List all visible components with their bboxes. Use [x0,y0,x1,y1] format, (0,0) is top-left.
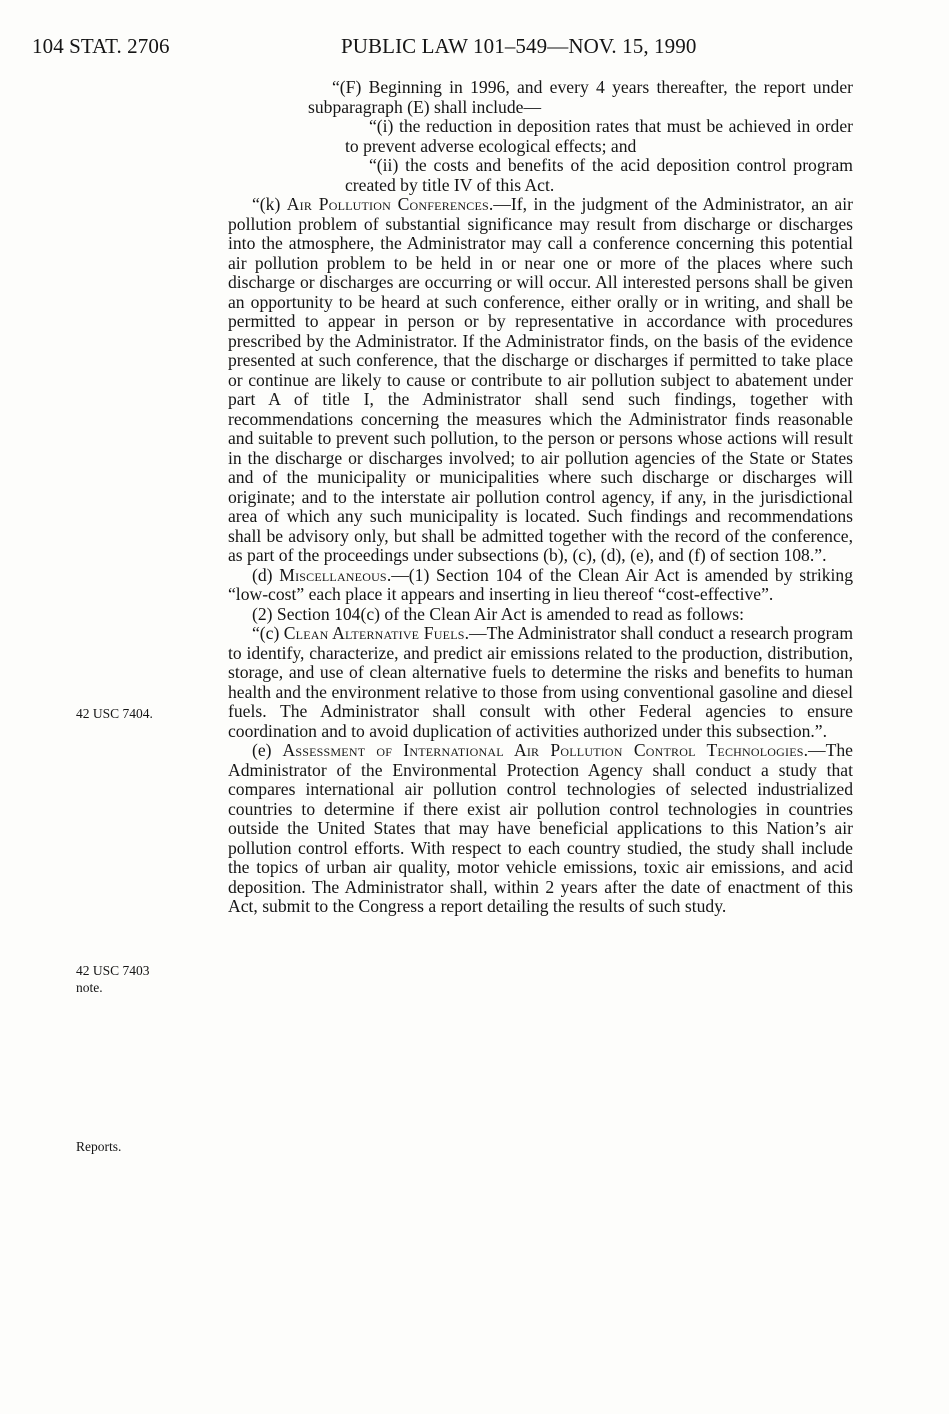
paragraph-c-heading: Clean Alternative Fuels [283,623,465,643]
paragraph-e [228,741,853,917]
paragraph-d-heading: Miscellaneous [279,564,387,585]
margin-note-line: 42 USC 7403 [76,963,150,978]
paragraph-k-heading: Air Pollution Conferences [286,194,489,214]
paragraph-e-heading: Assessment of International Air Pollution Control Technologies [282,740,804,760]
paragraph-k [228,195,853,566]
paragraph-c [228,624,853,741]
paragraph-i [228,117,853,156]
document-body [228,78,853,917]
paragraph-i-text: “(i) the reduction in deposition rates that must be achieved in order to prevent adverse ecological effects; and [345,116,853,156]
paragraph-d [228,566,853,605]
paragraph-ii [228,156,853,195]
paragraph-c-text: .—The Administrator shall conduct a research program to identify, characterize, and predict air emissions related to the production, distribution, storage, and use of clean alternative fuels to determine the risks and benefits to human health and the environment relative to those from using conventional gasoline and diesel fuels. The Administrator shall consult with other Federal agencies to ensure coordination and to avoid duplication of activities authorized under this subsection.”. [228,623,854,741]
paragraph-ii-text: “(ii) the costs and benefits of the acid deposition control program created by title IV of this Act. [345,155,853,195]
paragraph-d-lead: (d) [252,564,280,585]
paragraph-f-text: “(F) Beginning in 1996, and every 4 years thereafter, the report under subparagraph (E) shall include— [308,77,853,117]
margin-note-42-usc-7403 [76,962,150,996]
paragraph-e-text: .—The Administrator of the Environmental Protection Agency shall conduct a study that compares international air pollution control technologies of selected industrialized countries to determine if there exist air pollution control technologies in countries outside the United States that may have beneficial applications to this Nation’s air pollution control efforts. With respect to each country studied, the study shall include the topics of urban air quality, motor vehicle emissions, toxic air emissions, and acid deposition. The Administrator shall, within 2 years after the date of enactment of this Act, submit to the Congress a report detailing the results of such study. [228,740,853,916]
paragraph-k-text: .—If, in the judgment of the Administrator, an air pollution problem of substantial significance may result from discharge or discharges into the atmosphere, the Administrator may call a conference concerning this potential air pollution problem to be held in or near one or more of the places where such discharge or discharges are occurring or will occur. All interested persons shall be given an opportunity to be heard at such conference, either orally or in writing, and shall be permitted to appear in person or by representative in accordance with procedures prescribed by the Administrator. If the Administrator finds, on the basis of the evidence presented at such conference, that the discharge or discharges if permitted to take place or continue are likely to cause or contribute to air pollution subject to abatement under part A of title I, the Administrator shall send such findings, together with recommendations concerning the measures which the Administrator finds reasonable and suitable to prevent such pollution, to the person or persons whose actions will result in the discharge or discharges involved; to air pollution agencies of the State or States and of the municipality or municipalities where such discharge or discharges will originate; and to the interstate air pollution control agency, if any, in the jurisdictional area of which any such municipality is located. Such findings and recommendations shall be advisory only, but shall be admitted together with the record of the conference, as part of the proceedings under subsections (b), (c), (d), (e), and (f) of section 108.”. [228,194,853,565]
paragraph-k-lead: “(k) [252,194,287,214]
margin-note-reports: Reports. [76,1139,122,1154]
paragraph-f [228,78,853,117]
paragraph-c-lead: “(c) [252,623,284,643]
paragraph-d-text: .—(1) Section 104 of the Clean Air Act is amended by striking “low-cost” each place it appears and inserting in lieu thereof “cost-effective”. [228,564,853,604]
paragraph-e-lead: (e) [252,740,283,760]
running-header: PUBLIC LAW 101–549—NOV. 15, 1990 [341,34,697,58]
page-number: 104 STAT. 2706 [32,34,170,58]
margin-note-42-usc-7404: 42 USC 7404. [76,706,153,721]
margin-note-line: note. [76,980,103,995]
paragraph-d2: (2) Section 104(c) of the Clean Air Act is amended to read as follows: [252,603,745,624]
